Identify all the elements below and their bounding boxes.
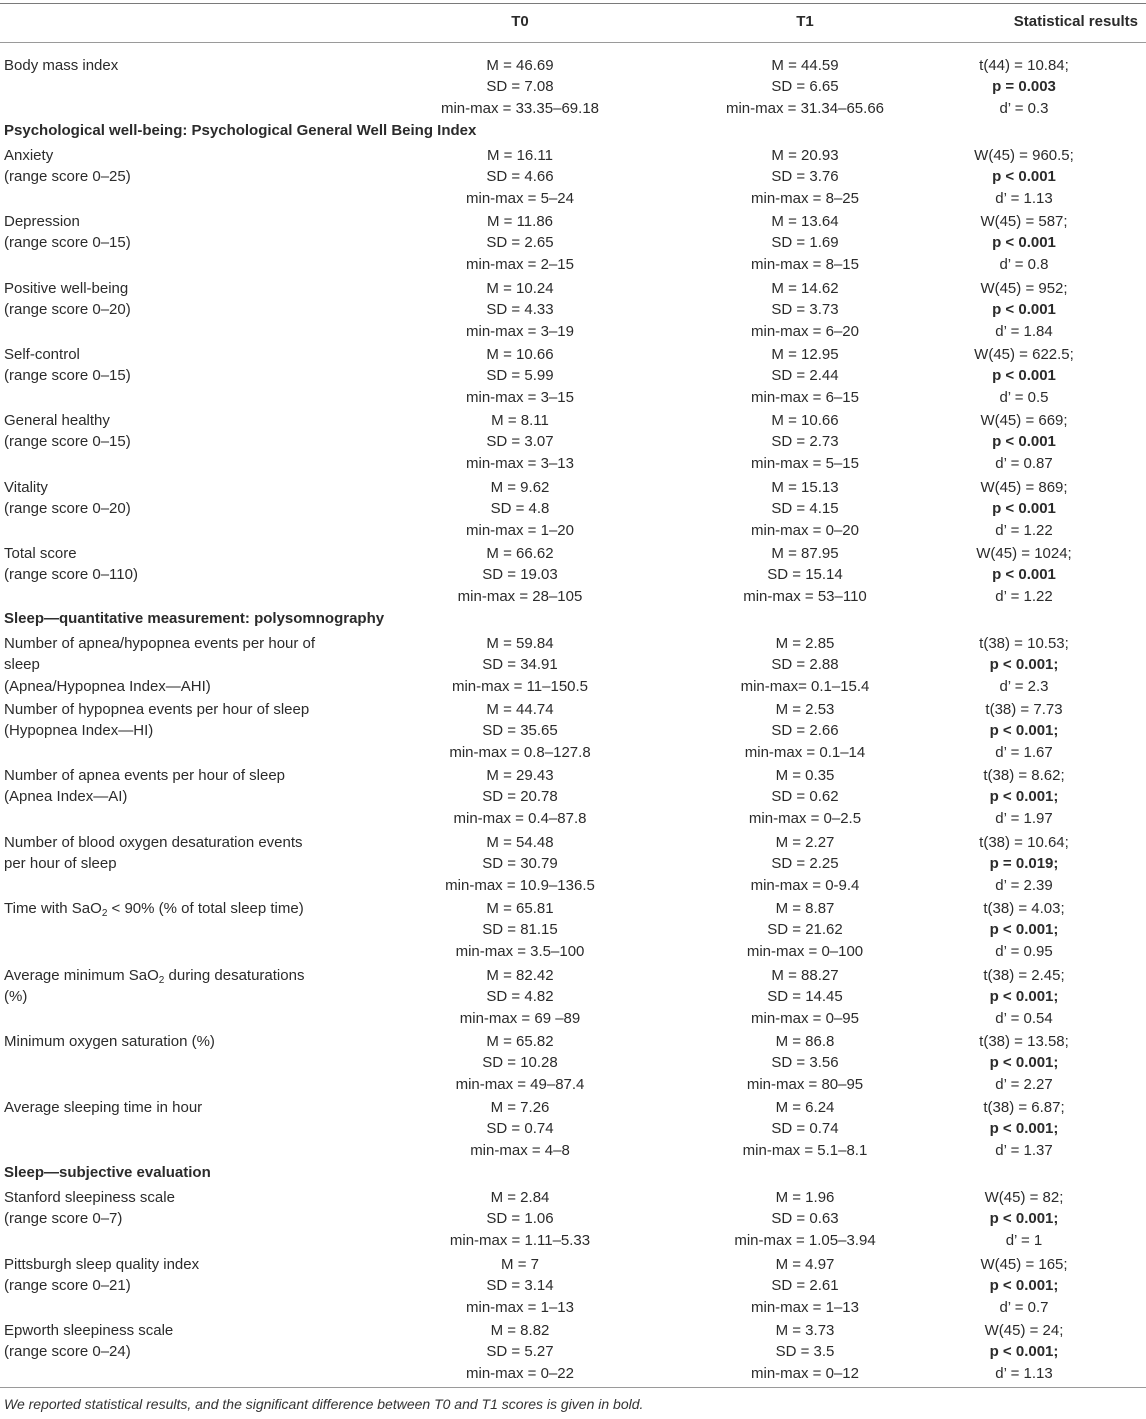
row-label-line: (Hypopnea Index—HI): [4, 722, 154, 740]
cell-t1-line: min-max = 8–15: [751, 255, 859, 273]
cell-t1-line: SD = 0.74: [771, 1120, 839, 1138]
cell-t0: [380, 55, 660, 119]
cell-t1-line: M = 14.62: [771, 280, 839, 297]
cell-t0-line: min-max = 1–20: [466, 521, 574, 539]
cell-statistical-result-line: d’ = 0.3: [999, 99, 1049, 117]
cell-t0-line: min-max = 3–15: [466, 388, 574, 406]
row-label: [4, 1097, 344, 1118]
cell-statistical-result-line: p < 0.001: [992, 367, 1056, 385]
row-label: [4, 278, 344, 321]
cell-statistical-result: [930, 477, 1118, 541]
cell-statistical-result-line: d’ = 2.39: [995, 876, 1053, 894]
cell-statistical-result-line: p = 0.019;: [989, 855, 1059, 873]
cell-t1-line: M = 13.64: [771, 213, 839, 230]
cell-statistical-result-line: d’ = 1.13: [995, 189, 1053, 207]
cell-t0-line: min-max = 1.11–5.33: [449, 1231, 591, 1249]
cell-statistical-result-line: d’ = 0.5: [999, 388, 1049, 406]
row-label-line: Average minimum SaO$_2$ during desaturations: [4, 967, 305, 986]
row-label-line: (range score 0–24): [4, 1343, 131, 1361]
cell-t0: [380, 278, 660, 342]
cell-statistical-result: [930, 543, 1118, 607]
cell-t0-line: min-max = 0.4–87.8: [453, 809, 587, 827]
cell-t1-line: min-max = 5.1–8.1: [742, 1141, 868, 1159]
cell-t1-line: SD = 3.73: [771, 301, 839, 319]
cell-t0-line: SD = 7.08: [486, 78, 554, 96]
cell-statistical-result: [930, 765, 1118, 829]
cell-t0-line: min-max = 0.8–127.8: [449, 743, 591, 761]
cell-t0-line: SD = 19.03: [482, 566, 558, 584]
cell-statistical-result-line: W(45) = 669;: [980, 412, 1068, 429]
cell-t0: [380, 543, 660, 607]
cell-statistical-result: [930, 1187, 1118, 1251]
cell-statistical-result: [930, 898, 1118, 962]
cell-statistical-result-line: d’ = 0.95: [995, 942, 1053, 960]
cell-statistical-result-line: t(38) = 10.53;: [979, 635, 1069, 652]
row-label-line: (range score 0–21): [4, 1277, 131, 1295]
row-label-line: Minimum oxygen saturation (%): [4, 1033, 215, 1050]
cell-statistical-result-line: W(45) = 622.5;: [974, 346, 1074, 363]
cell-t0-line: min-max = 5–24: [466, 189, 574, 207]
row-label-line: (range score 0–15): [4, 234, 131, 252]
row-label-line: (range score 0–15): [4, 367, 131, 385]
cell-statistical-result-line: d’ = 1.84: [995, 322, 1053, 340]
cell-t0-line: SD = 20.78: [482, 788, 558, 806]
cell-t0-line: SD = 5.27: [486, 1343, 554, 1361]
cell-t1-line: M = 88.27: [771, 967, 839, 984]
cell-t0-line: M = 10.66: [486, 346, 554, 363]
cell-t1-line: M = 6.24: [775, 1099, 835, 1116]
row-label-line: (%): [4, 988, 28, 1006]
row-label-line: Total score: [4, 545, 77, 562]
cell-t1: [665, 965, 945, 1029]
row-label-line: Body mass index: [4, 57, 119, 74]
cell-t1: [665, 278, 945, 342]
row-label: [4, 55, 344, 76]
cell-t0-line: min-max = 28–105: [457, 587, 583, 605]
cell-t1-line: M = 87.95: [771, 545, 839, 562]
cell-t0-line: SD = 3.14: [486, 1277, 554, 1295]
cell-t1-line: min-max = 5–15: [751, 454, 859, 472]
row-label-line: Pittsburgh sleep quality index: [4, 1256, 200, 1273]
cell-statistical-result-line: t(38) = 2.45;: [983, 967, 1065, 984]
row-label-line: General healthy: [4, 412, 110, 429]
cell-t1-line: M = 2.85: [775, 635, 835, 652]
cell-t0-line: min-max = 2–15: [466, 255, 574, 273]
row-label-line: (range score 0–7): [4, 1210, 123, 1228]
cell-t1-line: SD = 3.5: [775, 1343, 835, 1361]
row-label: [4, 211, 344, 254]
cell-t0-line: SD = 0.74: [486, 1120, 554, 1138]
cell-t1-line: M = 12.95: [771, 346, 839, 363]
cell-t0: [380, 1097, 660, 1161]
row-label: [4, 965, 344, 1008]
section-heading: Sleep—subjective evaluation: [4, 1164, 211, 1181]
cell-statistical-result-line: d’ = 1.22: [995, 521, 1053, 539]
cell-t1-line: M = 15.13: [771, 479, 839, 496]
header-t1: T1: [796, 13, 814, 30]
cell-t0-line: M = 7: [501, 1256, 539, 1273]
cell-statistical-result-line: t(38) = 8.62;: [983, 767, 1065, 784]
cell-statistical-result: [930, 410, 1118, 474]
cell-t1-line: M = 1.96: [775, 1189, 835, 1206]
cell-statistical-result-line: p < 0.001: [992, 566, 1056, 584]
row-label: [4, 410, 344, 453]
cell-t0-line: M = 2.84: [490, 1189, 550, 1206]
cell-t0-line: M = 9.62: [490, 479, 550, 496]
cell-statistical-result: [930, 699, 1118, 763]
row-label-line: Anxiety: [4, 147, 54, 164]
cell-t1-line: SD = 2.25: [771, 855, 839, 873]
cell-t1-line: M = 2.53: [775, 701, 835, 718]
cell-t1-line: min-max = 0-9.4: [750, 876, 860, 894]
row-label-line: per hour of sleep: [4, 855, 117, 873]
row-label-line: (Apnea/Hypopnea Index—AHI): [4, 677, 211, 695]
cell-statistical-result: [930, 278, 1118, 342]
cell-t0-line: M = 7.26: [490, 1099, 550, 1116]
cell-t0-line: M = 10.24: [486, 280, 554, 297]
cell-statistical-result-line: W(45) = 587;: [980, 213, 1068, 230]
cell-t1: [665, 211, 945, 275]
row-label: [4, 765, 344, 808]
cell-t1-line: SD = 15.14: [767, 566, 843, 584]
cell-statistical-result-line: d’ = 0.7: [999, 1298, 1049, 1316]
cell-statistical-result-line: d’ = 1.97: [995, 809, 1053, 827]
cell-t0-line: SD = 1.06: [486, 1210, 554, 1228]
cell-statistical-result: [930, 832, 1118, 896]
cell-statistical-result-line: p < 0.001;: [989, 1054, 1059, 1072]
section-heading: Sleep—quantitative measurement: polysomnography: [4, 610, 385, 627]
cell-t1-line: min-max = 0–100: [746, 942, 864, 960]
cell-t0-line: min-max = 69 –89: [459, 1009, 581, 1027]
cell-t0: [380, 699, 660, 763]
cell-t1-line: SD = 2.66: [771, 722, 839, 740]
cell-statistical-result-line: t(38) = 7.73: [985, 701, 1063, 718]
cell-t1-line: M = 86.8: [775, 1033, 835, 1050]
row-label-line: (range score 0–110): [4, 566, 138, 584]
cell-t0: [380, 965, 660, 1029]
table-header: [0, 0, 1146, 42]
cell-t1: [665, 765, 945, 829]
cell-t0-line: M = 8.82: [490, 1322, 550, 1339]
cell-statistical-result-line: p < 0.001;: [989, 656, 1059, 674]
cell-t0: [380, 145, 660, 209]
cell-statistical-result-line: W(45) = 82;: [984, 1189, 1064, 1206]
cell-t1-line: M = 3.73: [775, 1322, 835, 1339]
cell-t1-line: min-max = 1.05–3.94: [734, 1231, 876, 1249]
cell-t0: [380, 1254, 660, 1318]
row-label-line: Time with SaO$_2$ < 90% (% of total sleep time): [4, 900, 304, 919]
cell-t0-line: SD = 4.33: [486, 301, 554, 319]
cell-t0: [380, 898, 660, 962]
row-label-line: Number of apnea events per hour of sleep: [4, 767, 286, 784]
cell-statistical-result-line: d’ = 0.8: [999, 255, 1049, 273]
cell-t1-line: min-max = 53–110: [743, 587, 867, 605]
cell-statistical-result-line: W(45) = 869;: [980, 479, 1068, 496]
cell-t1-line: min-max = 0–12: [751, 1364, 859, 1382]
table-footnote: We reported statistical results, and the significant difference between T0 and T1 scores is given in bold.: [4, 1396, 644, 1412]
cell-statistical-result-line: p < 0.001;: [989, 1343, 1059, 1361]
cell-t1-line: M = 8.87: [775, 900, 835, 917]
cell-t1-line: min-max = 1–13: [751, 1298, 859, 1316]
cell-t0-line: SD = 34.91: [482, 656, 558, 674]
cell-statistical-result: [930, 344, 1118, 408]
header-rule: [0, 42, 1146, 43]
row-label-line: Stanford sleepiness scale: [4, 1189, 175, 1206]
section-heading: Psychological well-being: Psychological General Well Being Index: [4, 122, 477, 139]
cell-t1-line: SD = 21.62: [767, 921, 843, 939]
cell-t1-line: SD = 2.44: [771, 367, 839, 385]
cell-statistical-result-line: d’ = 1: [1005, 1231, 1043, 1249]
cell-t0-line: min-max = 11–150.5: [451, 677, 589, 695]
cell-statistical-result-line: p < 0.001;: [989, 1120, 1059, 1138]
row-label-line: Number of blood oxygen desaturation events: [4, 834, 303, 851]
cell-statistical-result-line: d’ = 2.3: [999, 677, 1049, 695]
cell-t1-line: SD = 4.15: [771, 500, 839, 518]
cell-t0-line: min-max = 33.35–69.18: [440, 99, 599, 117]
cell-t1: [665, 832, 945, 896]
row-label-line: Number of apnea/hypopnea events per hour of: [4, 635, 316, 652]
row-label-line: Self-control: [4, 346, 80, 363]
cell-t1-line: M = 2.27: [775, 834, 835, 851]
cell-t0-line: SD = 3.07: [486, 433, 554, 451]
cell-statistical-result-line: d’ = 1.37: [995, 1141, 1053, 1159]
cell-t1: [665, 633, 945, 697]
row-label: [4, 477, 344, 520]
cell-statistical-result-line: p < 0.001: [992, 500, 1056, 518]
row-label: [4, 1320, 344, 1363]
cell-t0-line: M = 65.82: [486, 1033, 554, 1050]
row-label: [4, 1031, 344, 1052]
cell-statistical-result: [930, 1097, 1118, 1161]
cell-statistical-result-line: d’ = 0.54: [995, 1009, 1053, 1027]
cell-t1-line: min-max = 0–2.5: [748, 809, 862, 827]
cell-statistical-result-line: p < 0.001;: [989, 722, 1059, 740]
cell-t1-line: M = 10.66: [771, 412, 839, 429]
row-label-line: (range score 0–25): [4, 168, 131, 186]
cell-t0-line: M = 29.43: [486, 767, 554, 784]
cell-t0-line: min-max = 0–22: [466, 1364, 574, 1382]
cell-t1-line: SD = 2.73: [771, 433, 839, 451]
cell-statistical-result-line: d’ = 2.27: [995, 1075, 1053, 1093]
cell-t0-line: M = 59.84: [486, 635, 554, 652]
cell-statistical-result-line: d’ = 1.13: [995, 1364, 1053, 1382]
row-label: [4, 145, 344, 188]
cell-t0: [380, 410, 660, 474]
cell-statistical-result-line: t(38) = 4.03;: [983, 900, 1065, 917]
cell-t1: [665, 1097, 945, 1161]
row-label-line: Vitality: [4, 479, 48, 496]
cell-t1-line: min-max = 0–20: [751, 521, 859, 539]
cell-t0-line: M = 54.48: [486, 834, 554, 851]
cell-t1-line: M = 0.35: [775, 767, 835, 784]
cell-t0-line: SD = 35.65: [482, 722, 558, 740]
cell-t1-line: SD = 0.63: [771, 1210, 839, 1228]
cell-statistical-result-line: p < 0.001: [992, 301, 1056, 319]
cell-t1-line: SD = 14.45: [767, 988, 843, 1006]
cell-statistical-result: [930, 211, 1118, 275]
cell-statistical-result: [930, 1031, 1118, 1095]
cell-t0-line: SD = 81.15: [482, 921, 558, 939]
cell-t1-line: min-max= 0.1–15.4: [740, 677, 870, 695]
cell-statistical-result-line: W(45) = 1024;: [976, 545, 1072, 562]
cell-t1: [665, 1187, 945, 1251]
cell-t0: [380, 633, 660, 697]
cell-statistical-result-line: p < 0.001: [992, 168, 1056, 186]
cell-t1: [665, 699, 945, 763]
row-label-line: (range score 0–20): [4, 500, 131, 518]
cell-statistical-result-line: d’ = 1.67: [995, 743, 1053, 761]
row-label-line: (range score 0–20): [4, 301, 131, 319]
cell-statistical-result-line: p < 0.001: [992, 234, 1056, 252]
cell-statistical-result-line: d’ = 0.87: [995, 454, 1053, 472]
cell-t1-line: SD = 6.65: [771, 78, 839, 96]
cell-statistical-result-line: p < 0.001;: [989, 788, 1059, 806]
cell-statistical-result-line: W(45) = 960.5;: [974, 147, 1074, 164]
cell-statistical-result-line: t(38) = 13.58;: [979, 1033, 1069, 1050]
cell-t1-line: SD = 1.69: [771, 234, 839, 252]
cell-t1-line: min-max = 6–20: [751, 322, 859, 340]
cell-t1-line: SD = 3.56: [771, 1054, 839, 1072]
row-label: [4, 633, 344, 697]
cell-statistical-result: [930, 55, 1118, 119]
cell-t0: [380, 1320, 660, 1384]
cell-t0: [380, 1187, 660, 1251]
row-label-line: Epworth sleepiness scale: [4, 1322, 174, 1339]
cell-t1: [665, 1320, 945, 1384]
row-label-line: Number of hypopnea events per hour of sleep: [4, 701, 310, 718]
row-label-line: Average sleeping time in hour: [4, 1099, 203, 1116]
cell-statistical-result: [930, 145, 1118, 209]
cell-t0-line: min-max = 10.9–136.5: [445, 876, 595, 894]
cell-t0-line: SD = 2.65: [486, 234, 554, 252]
cell-t1: [665, 410, 945, 474]
row-label-line: Depression: [4, 213, 80, 230]
cell-statistical-result: [930, 1254, 1118, 1318]
cell-statistical-result-line: t(38) = 6.87;: [983, 1099, 1065, 1116]
row-label: [4, 1254, 344, 1297]
cell-t1: [665, 55, 945, 119]
cell-statistical-result-line: W(45) = 165;: [980, 1256, 1068, 1273]
cell-t0-line: M = 8.11: [491, 412, 549, 429]
cell-t1: [665, 543, 945, 607]
cell-t1-line: min-max = 8–25: [751, 189, 859, 207]
cell-t1-line: min-max = 0.1–14: [744, 743, 866, 761]
cell-statistical-result-line: p < 0.001;: [989, 988, 1059, 1006]
cell-t1-line: M = 20.93: [771, 147, 839, 164]
cell-statistical-result-line: p = 0.003: [992, 78, 1056, 96]
cell-t1: [665, 1254, 945, 1318]
cell-statistical-result-line: p < 0.001;: [989, 1210, 1059, 1228]
cell-t0-line: SD = 5.99: [486, 367, 554, 385]
cell-statistical-result-line: p < 0.001;: [989, 1277, 1059, 1295]
cell-t1-line: min-max = 6–15: [751, 388, 859, 406]
cell-statistical-result-line: p < 0.001: [992, 433, 1056, 451]
cell-statistical-result: [930, 1320, 1118, 1384]
row-label-line: Positive well-being: [4, 280, 129, 297]
cell-t0-line: min-max = 4–8: [470, 1141, 570, 1159]
cell-t1-line: min-max = 31.34–65.66: [725, 99, 884, 117]
cell-t0-line: M = 82.42: [486, 967, 554, 984]
cell-t0-line: min-max = 3–19: [466, 322, 574, 340]
cell-t0-line: M = 44.74: [486, 701, 554, 718]
row-label: [4, 1187, 344, 1230]
cell-statistical-result-line: p < 0.001;: [989, 921, 1059, 939]
cell-t0: [380, 344, 660, 408]
cell-t0: [380, 765, 660, 829]
cell-statistical-result-line: t(44) = 10.84;: [979, 57, 1069, 74]
cell-t0-line: SD = 4.82: [486, 988, 554, 1006]
header-statistical-results: Statistical results: [1013, 13, 1138, 30]
cell-t1: [665, 898, 945, 962]
cell-t0-line: SD = 30.79: [482, 855, 558, 873]
row-label: [4, 898, 344, 919]
cell-t0: [380, 1031, 660, 1095]
cell-t0-line: M = 16.11: [486, 147, 553, 164]
cell-t1: [665, 344, 945, 408]
cell-t1-line: M = 4.97: [775, 1256, 835, 1273]
cell-t0-line: min-max = 49–87.4: [455, 1075, 585, 1093]
cell-t0-line: M = 66.62: [486, 545, 554, 562]
cell-t1: [665, 477, 945, 541]
cell-statistical-result-line: W(45) = 952;: [980, 280, 1068, 297]
header-t0: T0: [511, 13, 529, 30]
cell-t0-line: min-max = 3.5–100: [455, 942, 585, 960]
row-label: [4, 543, 344, 586]
cell-t0-line: SD = 4.8: [490, 500, 550, 518]
table-bottom-rule: [0, 1387, 1146, 1388]
cell-statistical-result-line: t(38) = 10.64;: [979, 834, 1069, 851]
cell-statistical-result: [930, 965, 1118, 1029]
cell-t1-line: SD = 0.62: [771, 788, 839, 806]
row-label-line: (Apnea Index—AI): [4, 788, 128, 806]
cell-t1-line: min-max = 80–95: [746, 1075, 864, 1093]
row-label: [4, 699, 344, 742]
cell-t0-line: M = 11.86: [486, 213, 553, 230]
cell-t0: [380, 211, 660, 275]
row-label: [4, 344, 344, 387]
cell-t0-line: SD = 10.28: [482, 1054, 558, 1072]
cell-t0: [380, 477, 660, 541]
cell-t1-line: min-max = 0–95: [751, 1009, 859, 1027]
cell-t1-line: SD = 2.61: [771, 1277, 839, 1295]
row-label-line: (range score 0–15): [4, 433, 131, 451]
cell-statistical-result-line: d’ = 1.22: [995, 587, 1053, 605]
cell-t0: [380, 832, 660, 896]
cell-t0-line: SD = 4.66: [486, 168, 554, 186]
row-label: [4, 832, 344, 875]
cell-t0-line: min-max = 3–13: [466, 454, 574, 472]
cell-t0-line: min-max = 1–13: [466, 1298, 574, 1316]
cell-t1: [665, 145, 945, 209]
cell-statistical-result-line: W(45) = 24;: [984, 1322, 1064, 1339]
cell-t0-line: M = 65.81: [486, 900, 554, 917]
cell-t1-line: SD = 2.88: [771, 656, 839, 674]
cell-t1-line: M = 44.59: [771, 57, 839, 74]
cell-t0-line: M = 46.69: [486, 57, 554, 74]
row-label-line: sleep: [4, 656, 40, 674]
cell-t1-line: SD = 3.76: [771, 168, 839, 186]
cell-t1: [665, 1031, 945, 1095]
cell-statistical-result: [930, 633, 1118, 697]
